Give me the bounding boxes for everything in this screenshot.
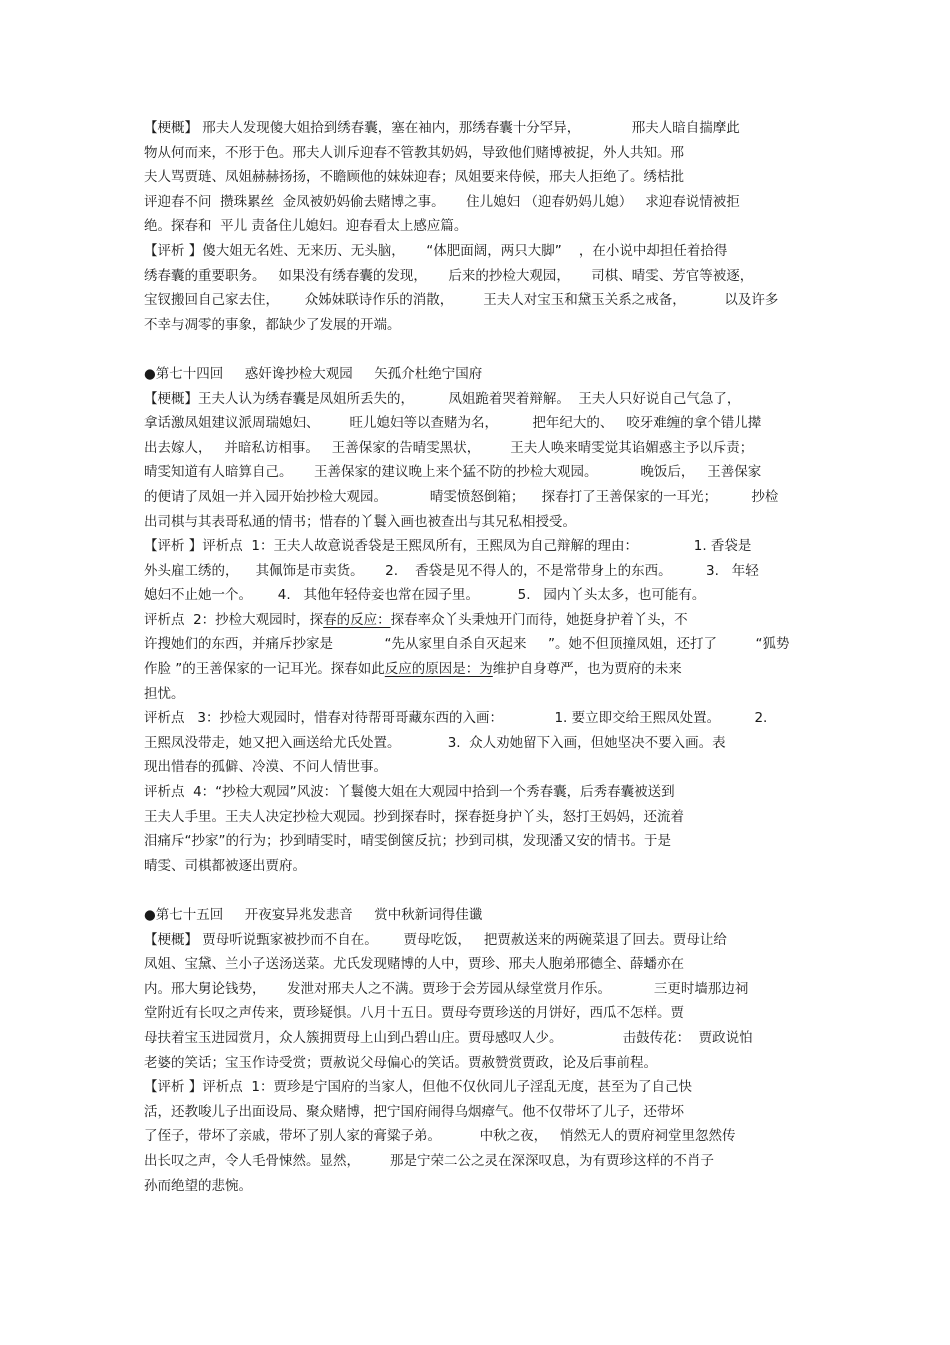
paragraph-line: 物从何而来，不形于色。邢夫人训斥迎春不管教其奶妈，导致他们赌博被捉，外人共知。邢	[144, 144, 684, 161]
underlined-text: 反应的原因是：为	[384, 661, 493, 678]
chapter-heading: ●第七十四回 惑奸谗抄检大观园 矢孤介杜绝宁国府	[144, 365, 483, 382]
paragraph-line: 宝钗搬回自己家去住， 众姊妹联诗作乐的消散， 王夫人对宝玉和黛玉关系之戒备， 以及许多	[144, 292, 779, 309]
paragraph-line: 【梗概】 邢夫人发现傻大姐拾到绣春囊，塞在袖内，那绣春囊十分罕异， 邢夫人暗自揣摩此	[144, 120, 740, 136]
paragraph-line: 出去嫁人， 并暗私访相事。 王善保家的告晴雯黑状， 王夫人唤来晴雯觉其谄媚惑主予以斥责；	[144, 439, 754, 456]
paragraph-line: 孙而绝望的悲惋。	[144, 1177, 252, 1194]
paragraph-line: 的便请了凤姐一并入园开始抄检大观园。 晴雯愤怒倒箱； 探春打了王善保家的一耳光； 抄检	[144, 488, 779, 505]
paragraph-line: 凤姐、宝黛、兰小子送汤送菜。尤氏发现赌博的人中，贾珍、邢夫人胞弟邢德全、薛蟠亦在	[144, 956, 684, 973]
section-chapter-74	[144, 362, 812, 878]
paragraph-line: 外头雇工绣的， 其佩饰是市卖货。 2. 香袋是见不得人的，不是常带身上的东西。 3. 年轻	[144, 562, 759, 579]
text-run: 探春率众丫头秉烛开门而待，她挺身护着丫头，不	[390, 611, 688, 628]
paragraph-line: 【评析 】傻大姐无名姓、无来历、无头脑， “体肥面阔，两只大脚” ，在小说中却担任着拾得	[144, 242, 728, 259]
paragraph-line: 了侄子，带坏了亲戚，带坏了别人家的膏粱子弟。 中秋之夜， 悄然无人的贾府祠堂里忽然传	[144, 1128, 736, 1145]
paragraph-line	[144, 608, 812, 633]
paragraph-line: 【评析 】评析点 1：王夫人故意说香袋是王熙凤所有，王熙凤为自己辩解的理由： 1. 香袋是	[144, 538, 752, 555]
paragraph-line: 泪痛斥“抄家”的行为；抄到晴雯时，晴雯倒箧反抗；抄到司棋，发现潘又安的情书。于是	[144, 833, 671, 850]
document-page	[144, 116, 812, 1198]
paragraph-line: 许搜她们的东西，并痛斥抄家是 “先从家里自杀自灭起来 ”。她不但顶撞凤姐，还打了 “狐势	[144, 636, 790, 653]
underlined-text: 春的反应：	[323, 611, 391, 628]
paragraph-line: 王夫人手里。王夫人决定抄检大观园。抄到探春时，探春挺身护丫头，怒打王妈妈，还流着	[144, 808, 684, 825]
text-run: 作脸 ”的王善保家的一记耳光。探春如此	[144, 661, 385, 678]
paragraph-line: 老婆的笑话；宝玉作诗受赏；贾赦说父母偏心的笑话。贾赦赞赏贾政，论及后事前程。	[144, 1054, 657, 1071]
paragraph-line: 绝。探春和 平儿 责备住儿媳妇。迎春看太上感应篇。	[144, 218, 468, 235]
paragraph-line: 评析点 3：抄检大观园时，惜春对待帮哥哥藏东西的入画： 1. 要立即交给王熙凤处置。 2.	[144, 710, 768, 727]
paragraph-line: 夫人骂贾琏、凤姐赫赫扬扬，不瞻顾他的妹妹迎春；凤姐要来侍候，邢夫人拒绝了。绣桔批	[144, 169, 684, 186]
section-spacer	[144, 878, 812, 903]
paragraph-line: 堂附近有长叹之声传来，贾珍疑惧。八月十五日。贾母夸贾珍送的月饼好，西瓜不怎样。贾	[144, 1005, 684, 1022]
paragraph-line: 媳妇不止她一个。 4. 其他年轻侍妾也常在园子里。 5. 园内丫头太多，也可能有。	[144, 587, 706, 604]
paragraph-line: 拿话激凤姐建议派周瑞媳妇、 旺儿媳妇等以查赌为名， 把年纪大的、 咬牙难缠的拿个错儿撵	[144, 415, 762, 432]
paragraph-line	[144, 657, 812, 682]
section-spacer	[144, 337, 812, 362]
paragraph-line: 不幸与凋零的事象，都缺少了发展的开端。	[144, 316, 401, 333]
text-run: 维护自身尊严，也为贾府的未来	[492, 661, 682, 678]
paragraph-line: 【梗概】 贾母听说甄家被抄而不自在。 贾母吃饭， 把贾赦送来的两碗菜退了回去。贾母让给	[144, 931, 727, 948]
text-run: 评析点 2：抄检大观园时，探	[144, 611, 324, 628]
chapter-heading: ●第七十五回 开夜宴异兆发悲音 赏中秋新词得佳谶	[144, 907, 483, 923]
paragraph-line: 出长叹之声，令人毛骨悚然。显然， 那是宁荣二公之灵在深深叹息，为有贾珍这样的不肖子	[144, 1152, 715, 1169]
paragraph-line: 晴雯、司棋都被逐出贾府。	[144, 857, 306, 874]
paragraph-line: 王熙凤没带走，她又把入画送给尤氏处置。 3. 众人劝她留下入画，但她坚决不要入画。表	[144, 734, 726, 751]
section-chapter-75	[144, 903, 812, 1198]
paragraph-line: 【梗概】王夫人认为绣春囊是凤姐所丢失的， 凤姐跪着哭着辩解。 王夫人只好说自己气急了，	[144, 390, 741, 407]
paragraph-line: 出司棋与其表哥私通的情书；惜春的丫鬟入画也被查出与其兄私相授受。	[144, 513, 576, 530]
paragraph-line: 绣春囊的重要职务。 如果没有绣春囊的发现， 后来的抄检大观园， 司棋、晴雯、芳官等被逐，	[144, 267, 754, 284]
paragraph-line: 活，还教唆儿子出面设局、聚众赌博，把宁国府闹得乌烟瘴气。他不仅带坏了儿子，还带坏	[144, 1103, 684, 1120]
paragraph-line: 评析点 4：“抄检大观园”风波：丫鬟傻大姐在大观园中拾到一个秀春囊，后秀春囊被送到	[144, 784, 675, 801]
paragraph-line: 晴雯知道有人暗算自己。 王善保家的建议晚上来个猛不防的抄检大观园。 晚饭后， 王善保家	[144, 464, 762, 481]
paragraph-line: 现出惜春的孤僻、冷漠、不问人情世事。	[144, 759, 387, 776]
section-chapter-73-summary	[144, 116, 812, 337]
paragraph-line: 内。邢大舅论钱势， 发泄对邢夫人之不满。贾珍于会芳园从绿堂赏月作乐。 三更时墙那边祠	[144, 980, 749, 997]
paragraph-line: 评迎春不问 攒珠累丝 金凤被奶妈偷去赌博之事。 住儿媳妇 （迎春奶妈儿媳） 求迎春说情被拒	[144, 193, 740, 210]
paragraph-line: 【评析 】评析点 1：贾珍是宁国府的当家人，但他不仅伙同儿子淫乱无度，甚至为了自己快	[144, 1079, 692, 1096]
paragraph-line: 担忧。	[144, 685, 185, 702]
paragraph-line: 母扶着宝玉进园赏月，众人簇拥贾母上山到凸碧山庄。贾母感叹人少。 击鼓传花： 贾政说怕	[144, 1029, 753, 1046]
